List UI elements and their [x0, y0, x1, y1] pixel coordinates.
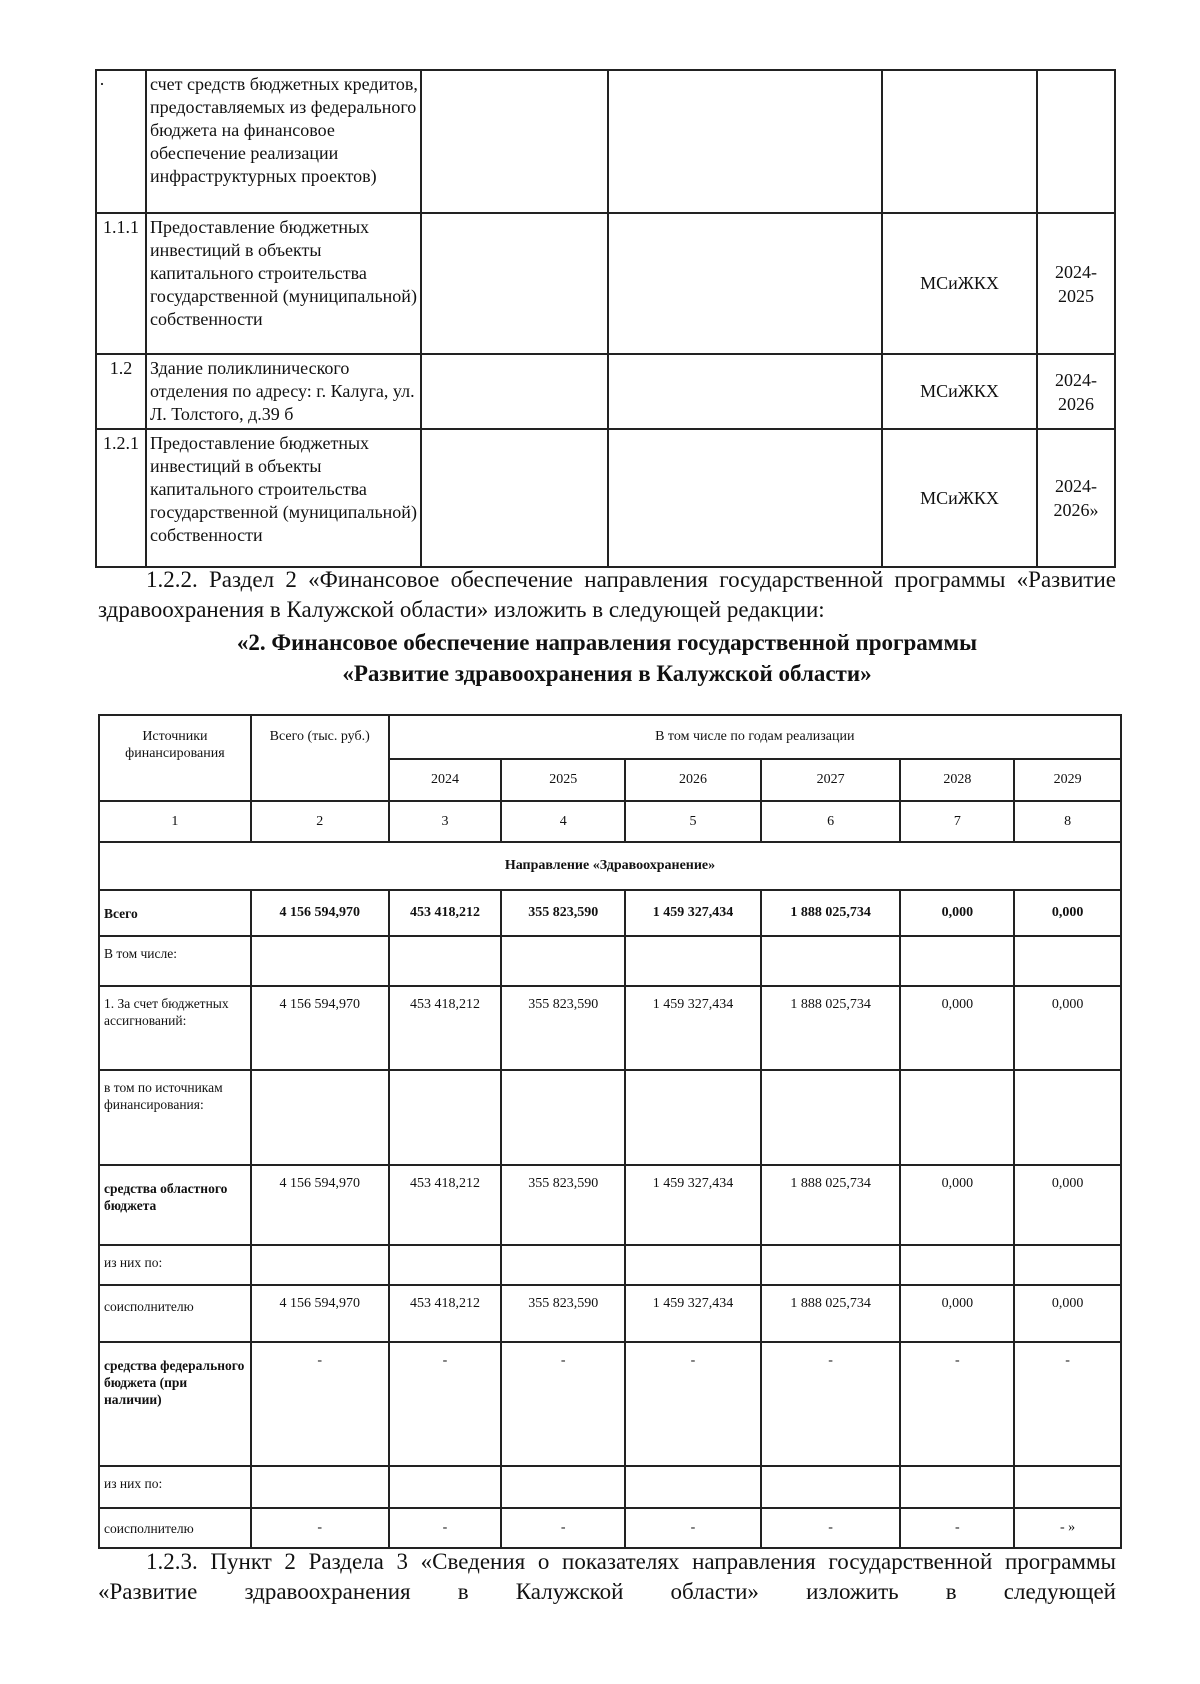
cell-value: - [389, 1342, 502, 1466]
year-header: 2024 [389, 759, 502, 801]
cell-value: 355 823,590 [501, 1165, 625, 1245]
cell-value: - [389, 1508, 502, 1548]
responsible: МСиЖКХ [882, 429, 1037, 567]
col-number: 4 [501, 801, 625, 842]
col-number: 8 [1014, 801, 1121, 842]
cell-value: 0,000 [1014, 890, 1121, 936]
row-label: В том числе: [99, 936, 251, 986]
finance-table [98, 714, 1122, 1549]
year-header: 2025 [501, 759, 625, 801]
cell-value: - [251, 1342, 389, 1466]
cell-value: 4 156 594,970 [251, 890, 389, 936]
row-label: 1. За счет бюджетных ассигнований: [99, 986, 251, 1070]
row-label: в том по источникам финансирования: [99, 1070, 251, 1165]
year-header: 2026 [625, 759, 761, 801]
cell-value: 453 418,212 [389, 1285, 502, 1342]
cell-value: - [501, 1342, 625, 1466]
table-row [99, 1285, 1121, 1342]
cell-value: 0,000 [900, 890, 1014, 936]
period: 2024-2026» [1037, 429, 1115, 567]
col-number: 5 [625, 801, 761, 842]
row-text: Здание поликлинического отделения по адресу: г. Калуга, ул. Л. Толстого, д.39 б [146, 354, 421, 429]
column-numbers-row [99, 801, 1121, 842]
row-label: средства федерального бюджета (при наличии) [99, 1342, 251, 1466]
cell-value: 355 823,590 [501, 1285, 625, 1342]
cell-value: 1 459 327,434 [625, 986, 761, 1070]
row-number: 1.1.1 [96, 213, 146, 354]
year-header: 2029 [1014, 759, 1121, 801]
cell-value: - [761, 1342, 901, 1466]
direction-row: Направление «Здравоохранение» [99, 842, 1121, 890]
cell-value: 0,000 [1014, 986, 1121, 1070]
table-row [99, 1466, 1121, 1508]
header-total: Всего (тыс. руб.) [251, 715, 389, 801]
cell-value: 453 418,212 [389, 1165, 502, 1245]
paragraph-1-2-3: 1.2.3. Пункт 2 Раздела 3 «Сведения о показателях направления государственной программы «Развитие здравоохранения в Калужской области» изложить в следующей [98, 1549, 1116, 1604]
activities-table [95, 69, 1116, 568]
row-number: 1.2.1 [96, 429, 146, 567]
cell-value: 1 459 327,434 [625, 1285, 761, 1342]
row-text: Предоставление бюджетных инвестиций в объекты капитального строительства государственной (муниципальной) собственности [146, 429, 421, 567]
col-number: 2 [251, 801, 389, 842]
period: 2024-2025 [1037, 213, 1115, 354]
cell-value: - [900, 1342, 1014, 1466]
header-sources: Источники финансирования [99, 715, 251, 801]
responsible [882, 70, 1037, 213]
cell-value: 0,000 [1014, 1285, 1121, 1342]
section-heading-line1: «2. Финансовое обеспечение направления государственной программы [236, 630, 978, 655]
row-text: Предоставление бюджетных инвестиций в объекты капитального строительства государственной (муниципальной) собственности [146, 213, 421, 354]
cell-value: 1 459 327,434 [625, 890, 761, 936]
table-row [99, 890, 1121, 936]
cell-value: - [761, 1508, 901, 1548]
row-label: Всего [99, 890, 251, 936]
cell-value: 453 418,212 [389, 890, 502, 936]
cell-value: 1 459 327,434 [625, 1165, 761, 1245]
cell-value: 1 888 025,734 [761, 890, 901, 936]
cell-value: 0,000 [1014, 1165, 1121, 1245]
table-row [99, 1070, 1121, 1165]
cell-value: 0,000 [900, 1165, 1014, 1245]
responsible: МСиЖКХ [882, 354, 1037, 429]
table-row [96, 213, 1115, 354]
col-number: 1 [99, 801, 251, 842]
table-row [99, 1508, 1121, 1548]
cell-value: - [251, 1508, 389, 1548]
paragraph-1-2-2: 1.2.2. Раздел 2 «Финансовое обеспечение направления государственной программы «Развитие здравоохранения в Калужской области» изложить в следующей редакции: [98, 567, 1116, 622]
cell-value: 1 888 025,734 [761, 1165, 901, 1245]
cell-value: 1 888 025,734 [761, 986, 901, 1070]
table-row [99, 986, 1121, 1070]
cell-value: 4 156 594,970 [251, 1165, 389, 1245]
cell-value: 355 823,590 [501, 890, 625, 936]
period: 2024-2026 [1037, 354, 1115, 429]
row-number: · [96, 70, 146, 213]
row-label: из них по: [99, 1245, 251, 1285]
col-number: 6 [761, 801, 901, 842]
cell-value: 0,000 [900, 1285, 1014, 1342]
cell-value: 453 418,212 [389, 986, 502, 1070]
table-row [99, 936, 1121, 986]
cell-value: - » [1014, 1508, 1121, 1548]
row-number: 1.2 [96, 354, 146, 429]
cell-value: - [1014, 1342, 1121, 1466]
col-number: 3 [389, 801, 502, 842]
section-heading-line2: «Развитие здравоохранения в Калужской области» [342, 661, 872, 686]
row-label: из них по: [99, 1466, 251, 1508]
cell-value: - [900, 1508, 1014, 1548]
table-row [99, 1342, 1121, 1466]
responsible: МСиЖКХ [882, 213, 1037, 354]
table-row [96, 354, 1115, 429]
year-header: 2027 [761, 759, 901, 801]
cell-value: 1 888 025,734 [761, 1285, 901, 1342]
col-number: 7 [900, 801, 1014, 842]
header-years-group: В том числе по годам реализации [389, 715, 1121, 759]
cell-value: - [625, 1342, 761, 1466]
period [1037, 70, 1115, 213]
table-row [96, 70, 1115, 213]
cell-value: - [625, 1508, 761, 1548]
row-label: соисполнителю [99, 1508, 251, 1548]
row-label: средства областного бюджета [99, 1165, 251, 1245]
cell-value: 355 823,590 [501, 986, 625, 1070]
row-text: счет средств бюджетных кредитов, предоставляемых из федерального бюджета на финансовое обеспечение реализации инфраструктурных проектов) [146, 70, 421, 213]
cell-value: 0,000 [900, 986, 1014, 1070]
cell-value: 4 156 594,970 [251, 986, 389, 1070]
table-row [99, 1165, 1121, 1245]
table-row [96, 429, 1115, 567]
row-label: соисполнителю [99, 1285, 251, 1342]
table-row [99, 1245, 1121, 1285]
cell-value: 4 156 594,970 [251, 1285, 389, 1342]
year-header: 2028 [900, 759, 1014, 801]
cell-value: - [501, 1508, 625, 1548]
